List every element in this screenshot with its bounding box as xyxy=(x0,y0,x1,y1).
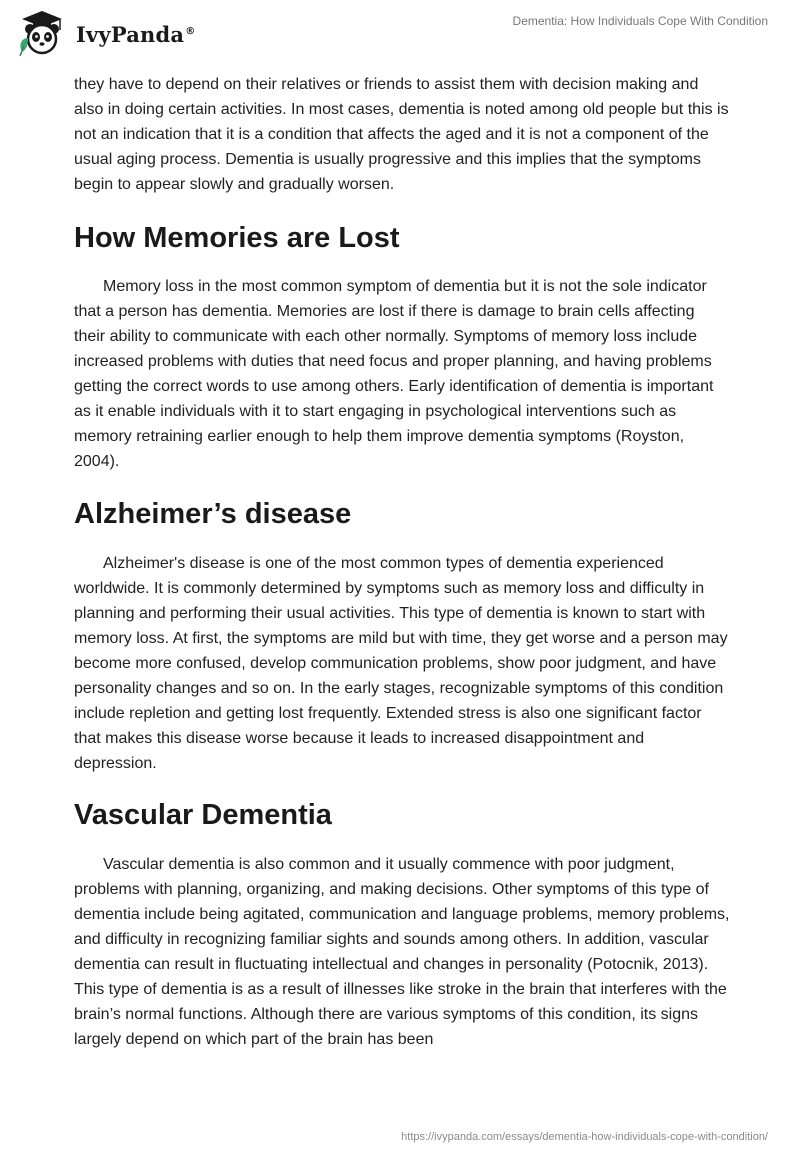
section-paragraph-how-memories-are-lost: Memory loss in the most common symptom of dementia but it is not the sole indicator that a person has dementia. Memories are lost if there is damage to brain cells affecting their ability to communicate with each other normally. Symptoms of memory loss include increased problems with duties that need focus and proper planning, and having problems getting the correct words to use among others. Early identification of dementia is important as it enable individuals with it to start engaging in psychological interventions such as memory retraining earlier enough to help them improve dementia symptoms (Royston, 2004). xyxy=(74,278,714,470)
section-paragraph-alzheimers-disease: Alzheimer's disease is one of the most common types of dementia experienced worldwide. It is commonly determined by symptoms such as memory loss and difficulty in planning and performing their usual activities. This type of dementia is known to start with memory loss. At first, the symptoms are mild but with time, they get worse and a person may become more confused, develop communication problems, show poor judgment, and have personality changes and so on. In the early stages, recognizable symptoms of this condition include repletion and getting lost frequently. Extended stress is also one significant factor that makes this disease worse because it leads to increased disappointment and depression. xyxy=(74,555,728,772)
intro-paragraph: they have to depend on their relatives or friends to assist them with decision making and also in doing certain activities. In most cases, dementia is noted among old people but this is not an indication that it is a condition that affects the aged and it is not a component of the usual aging process. Dementia is usually progressive and this implies that the symptoms begin to appear slowly and gradually worsen. xyxy=(74,76,729,193)
section-paragraph-vascular-dementia: Vascular dementia is also common and it usually commence with poor judgment, problems with planning, organizing, and making decisions. Other symptoms of this type of dementia include being agitated, communication and language problems, memory problems, and difficulty in recognizing familiar sights and sounds among others. In addition, vascular dementia can result in fluctuating intellectual and changes in personality (Potocnik, 2013). This type of dementia is as a result of illnesses like stroke in the brain that interferes with the brain’s normal functions. Although there are various symptoms of this condition, its signs largely depend on which part of the brain has been xyxy=(74,856,730,1048)
section-heading-alzheimers-disease: Alzheimer’s disease xyxy=(74,498,352,530)
document-title: Dementia: How Individuals Cope With Condition xyxy=(512,14,768,28)
source-url-link[interactable]: https://ivypanda.com/essays/dementia-how-individuals-cope-with-condition/ xyxy=(401,1131,768,1143)
registered-mark: ® xyxy=(185,25,196,37)
page-header xyxy=(0,0,800,70)
section-heading-how-memories-are-lost: How Memories are Lost xyxy=(74,222,400,254)
ivypanda-logo[interactable] xyxy=(16,8,195,60)
essay-content xyxy=(74,72,730,1052)
section-heading-vascular-dementia: Vascular Dementia xyxy=(74,799,332,831)
panda-logo-icon xyxy=(16,8,68,60)
logo-text: IvyPanda® xyxy=(76,21,196,47)
